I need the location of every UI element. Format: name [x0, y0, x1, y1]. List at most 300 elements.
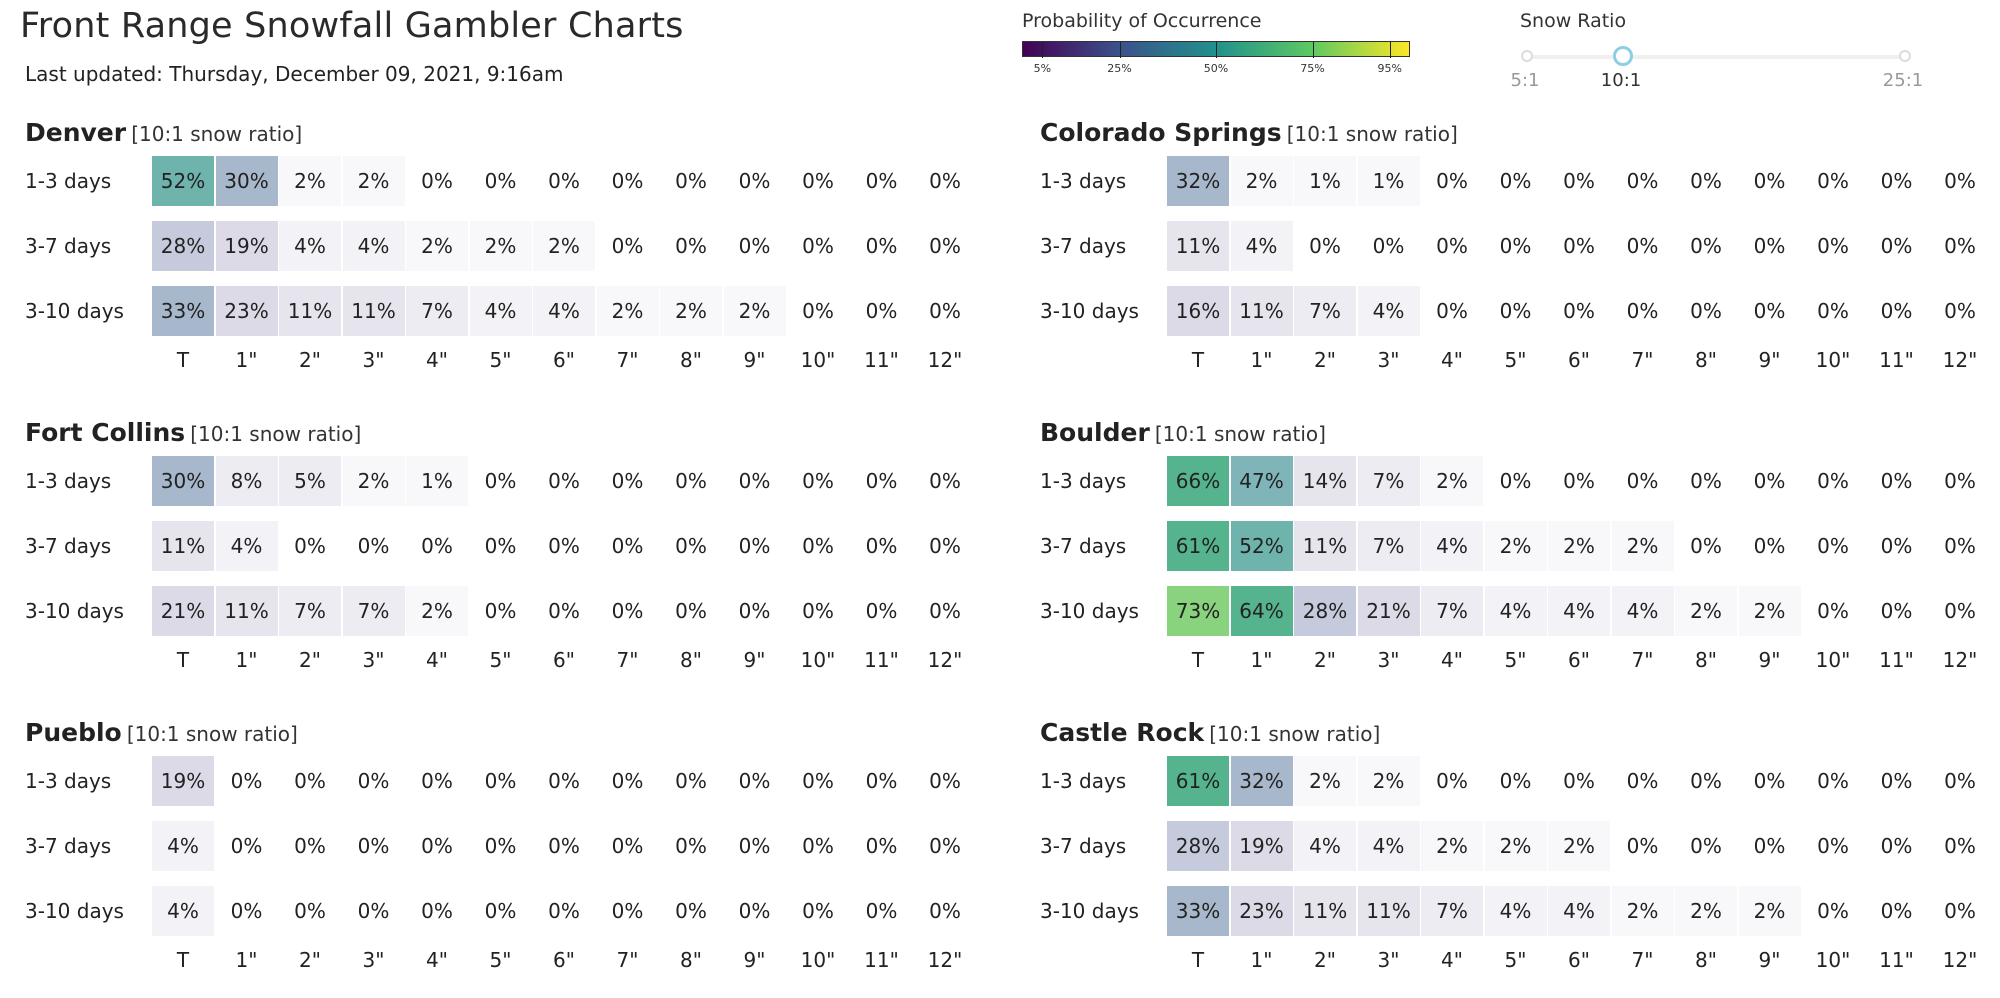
- heatmap-cell: 0%: [597, 756, 659, 806]
- column-label: 11": [864, 348, 899, 372]
- heatmap-cell: 4%: [1485, 886, 1547, 936]
- column-label: 5": [1504, 948, 1527, 972]
- column-label: T: [176, 648, 190, 672]
- heatmap-cell: 0%: [660, 221, 722, 271]
- heatmap-cell: 0%: [914, 821, 976, 871]
- heatmap-cell: 32%: [1167, 156, 1229, 206]
- column-label: 7": [616, 648, 639, 672]
- heatmap-cell: 4%: [533, 286, 595, 336]
- heatmap-cell: 2%: [343, 456, 405, 506]
- heatmap-cell: 2%: [1675, 886, 1737, 936]
- column-label: 4": [1441, 648, 1463, 672]
- city-name: Castle Rock: [1040, 718, 1205, 747]
- row-label: 3-7 days: [25, 834, 112, 858]
- heatmap-cell: 7%: [1358, 521, 1420, 571]
- column-label: 12": [1942, 648, 1978, 672]
- legend-tick: [1216, 42, 1217, 58]
- heatmap-cell: 0%: [1675, 756, 1737, 806]
- heatmap-cell: 7%: [406, 286, 468, 336]
- heatmap-cell: 0%: [343, 886, 405, 936]
- heatmap-cell: 11%: [1358, 886, 1420, 936]
- heatmap-cell: 0%: [216, 756, 278, 806]
- heatmap-cell: 11%: [279, 286, 341, 336]
- heatmap-cell: 0%: [914, 456, 976, 506]
- column-label: 8": [1695, 948, 1717, 972]
- heatmap-cell: 0%: [660, 886, 722, 936]
- heatmap-cell: 2%: [279, 156, 341, 206]
- heatmap-cell: 0%: [914, 286, 976, 336]
- page-title: Front Range Snowfall Gambler Charts: [20, 6, 684, 46]
- heatmap-cell: 0%: [914, 521, 976, 571]
- heatmap-cell: 28%: [1294, 586, 1356, 636]
- heatmap-cell: 61%: [1167, 521, 1229, 571]
- heatmap-cell: 0%: [1358, 221, 1420, 271]
- snow-ratio-track[interactable]: [1525, 55, 1905, 59]
- heatmap-cell: 11%: [1231, 286, 1293, 336]
- heatmap-cell: 0%: [851, 821, 913, 871]
- heatmap-cell: 0%: [1548, 221, 1610, 271]
- heatmap-cell: 0%: [1294, 221, 1356, 271]
- column-label: 1": [1250, 348, 1273, 372]
- chart-title: [25, 418, 361, 447]
- heatmap-cell: 0%: [1866, 221, 1928, 271]
- heatmap-cell: 0%: [1866, 821, 1928, 871]
- heatmap-cell: 0%: [724, 586, 786, 636]
- heatmap-cell: 0%: [914, 156, 976, 206]
- heatmap-cell: 0%: [914, 221, 976, 271]
- heatmap-cell: 5%: [279, 456, 341, 506]
- heatmap-cell: 0%: [406, 756, 468, 806]
- column-label: 10": [800, 348, 836, 372]
- row-label: 1-3 days: [1040, 469, 1127, 493]
- heatmap-cell: 2%: [1548, 821, 1610, 871]
- snow-ratio-control[interactable]: [1510, 10, 1940, 91]
- last-updated: Last updated: Thursday, December 09, 2021, 9:16am: [25, 62, 564, 86]
- heatmap-cell: 0%: [597, 521, 659, 571]
- ratio-stop-25-1[interactable]: [1899, 50, 1911, 62]
- heatmap-cell: 64%: [1231, 586, 1293, 636]
- column-label: 8": [1695, 348, 1717, 372]
- row-label: 3-7 days: [1040, 834, 1127, 858]
- heatmap-cell: 0%: [470, 886, 532, 936]
- heatmap-cell: 0%: [1421, 756, 1483, 806]
- heatmap-cell: 2%: [597, 286, 659, 336]
- heatmap-cell: 0%: [787, 586, 849, 636]
- heatmap-cell: 0%: [660, 521, 722, 571]
- heatmap-cell: 23%: [216, 286, 278, 336]
- row-label: 3-7 days: [1040, 534, 1127, 558]
- heatmap-cell: 0%: [533, 756, 595, 806]
- heatmap-cell: 73%: [1167, 586, 1229, 636]
- heatmap-cell: 30%: [152, 456, 214, 506]
- heatmap-cell: 0%: [787, 286, 849, 336]
- column-label: 8": [680, 948, 702, 972]
- heatmap-cell: 0%: [1485, 456, 1547, 506]
- heatmap-cell: 0%: [1612, 756, 1674, 806]
- heatmap-cell: 11%: [152, 521, 214, 571]
- heatmap-cell: 0%: [660, 456, 722, 506]
- heatmap-cell: 7%: [1421, 586, 1483, 636]
- heatmap-cell: 0%: [597, 821, 659, 871]
- heatmap-cell: 0%: [533, 886, 595, 936]
- heatmap-cell: 4%: [152, 821, 214, 871]
- heatmap-cell: 0%: [597, 156, 659, 206]
- column-label: 12": [1942, 348, 1978, 372]
- heatmap-cell: 0%: [343, 756, 405, 806]
- heatmap-cell: 0%: [724, 886, 786, 936]
- column-label: T: [1191, 348, 1205, 372]
- heatmap-cell: 8%: [216, 456, 278, 506]
- legend-tick: [1313, 42, 1314, 58]
- heatmap-cell: 0%: [787, 521, 849, 571]
- snow-ratio-handle[interactable]: [1613, 46, 1633, 66]
- column-label: 7": [1631, 348, 1654, 372]
- column-label: 5": [489, 648, 512, 672]
- snow-ratio-title: Snow Ratio: [1520, 10, 1627, 32]
- heatmap-cell: 0%: [1802, 756, 1864, 806]
- heatmap-cell: 2%: [1612, 521, 1674, 571]
- heatmap-cell: 2%: [1421, 821, 1483, 871]
- column-label: 6": [1568, 648, 1590, 672]
- column-label: 6": [1568, 948, 1590, 972]
- heatmap-cell: 0%: [1421, 221, 1483, 271]
- probability-legend: [1022, 10, 1412, 75]
- heatmap-cell: 0%: [1612, 821, 1674, 871]
- heatmap-cell: 2%: [1485, 821, 1547, 871]
- heatmap-cell: 0%: [1548, 756, 1610, 806]
- column-label: 3": [1377, 948, 1400, 972]
- ratio-label-5-1[interactable]: 5:1: [1510, 70, 1540, 91]
- column-label: 2": [1314, 348, 1336, 372]
- heatmap-cell: 0%: [787, 221, 849, 271]
- column-label: 9": [1758, 348, 1781, 372]
- heatmap-cell: 19%: [1231, 821, 1293, 871]
- row-label: 3-10 days: [1040, 299, 1139, 323]
- heatmap-cell: 33%: [1167, 886, 1229, 936]
- row-label: 3-10 days: [25, 899, 124, 923]
- column-label: 4": [1441, 348, 1463, 372]
- heatmap-cell: 19%: [216, 221, 278, 271]
- column-label: 4": [426, 348, 448, 372]
- legend-tick: [1120, 42, 1121, 58]
- heatmap-cell: 0%: [1929, 586, 1991, 636]
- heatmap-cell: 0%: [787, 456, 849, 506]
- column-label: 5": [1504, 348, 1527, 372]
- heatmap-cell: 4%: [1612, 586, 1674, 636]
- heatmap-cell: 0%: [279, 886, 341, 936]
- heatmap-cell: 0%: [1612, 456, 1674, 506]
- heatmap-cell: 2%: [406, 586, 468, 636]
- heatmap-cell: 0%: [279, 821, 341, 871]
- column-label: 9": [1758, 648, 1781, 672]
- heatmap-cell: 0%: [470, 521, 532, 571]
- heatmap-cell: 2%: [1612, 886, 1674, 936]
- column-label: 4": [426, 948, 448, 972]
- column-label: T: [176, 348, 190, 372]
- city-name: Pueblo: [25, 718, 122, 747]
- heatmap-cell: 4%: [1294, 821, 1356, 871]
- column-label: 2": [299, 648, 321, 672]
- heatmap-cell: 0%: [914, 886, 976, 936]
- heatmap-cell: 0%: [470, 586, 532, 636]
- heatmap-cell: 0%: [597, 586, 659, 636]
- heatmap-cell: 0%: [1739, 456, 1801, 506]
- heatmap-cell: 0%: [1675, 521, 1737, 571]
- snow-ratio-note: [10:1 snow ratio]: [126, 722, 298, 746]
- heatmap-cell: 0%: [1739, 156, 1801, 206]
- heatmap-cell: 0%: [1866, 456, 1928, 506]
- heatmap-cell: 4%: [1358, 286, 1420, 336]
- heatmap-cell: 7%: [343, 586, 405, 636]
- legend-tick: [1042, 42, 1043, 58]
- heatmap-cell: 0%: [660, 756, 722, 806]
- column-label: 9": [743, 348, 766, 372]
- heatmap-cell: 0%: [406, 886, 468, 936]
- column-label: 11": [1879, 948, 1914, 972]
- heatmap-cell: 0%: [279, 756, 341, 806]
- heatmap-cell: 0%: [1866, 286, 1928, 336]
- row-label: 3-10 days: [25, 299, 124, 323]
- heatmap-cell: 0%: [1612, 221, 1674, 271]
- heatmap-cell: 0%: [597, 886, 659, 936]
- column-label: 5": [489, 948, 512, 972]
- heatmap-cell: 30%: [216, 156, 278, 206]
- heatmap-cell: 0%: [660, 586, 722, 636]
- heatmap-cell: 0%: [851, 756, 913, 806]
- heatmap-cell: 0%: [406, 156, 468, 206]
- heatmap-cell: 2%: [1485, 521, 1547, 571]
- heatmap-cell: 21%: [1358, 586, 1420, 636]
- heatmap-cell: 0%: [914, 586, 976, 636]
- heatmap-cell: 32%: [1231, 756, 1293, 806]
- heatmap-cell: 2%: [1548, 521, 1610, 571]
- heatmap-cell: 11%: [1167, 221, 1229, 271]
- column-label: 12": [927, 348, 963, 372]
- column-label: 10": [1815, 948, 1851, 972]
- legend-tick-label: 5%: [1033, 62, 1052, 75]
- heatmap-cell: 0%: [1866, 521, 1928, 571]
- column-label: 3": [1377, 648, 1400, 672]
- heatmap-cell: 0%: [1421, 156, 1483, 206]
- heatmap-cell: 4%: [343, 221, 405, 271]
- row-label: 1-3 days: [1040, 769, 1127, 793]
- heatmap-cell: 1%: [406, 456, 468, 506]
- heatmap-cell: 0%: [851, 586, 913, 636]
- snow-ratio-note: [10:1 snow ratio]: [131, 122, 303, 146]
- heatmap-cell: 0%: [1739, 521, 1801, 571]
- heatmap-cell: 0%: [851, 886, 913, 936]
- heatmap-cell: 0%: [1739, 821, 1801, 871]
- heatmap-cell: 2%: [533, 221, 595, 271]
- heatmap-cell: 2%: [343, 156, 405, 206]
- heatmap-cell: 0%: [1675, 821, 1737, 871]
- heatmap-cell: 0%: [597, 221, 659, 271]
- snow-ratio-note: [10:1 snow ratio]: [1209, 722, 1381, 746]
- heatmap-cell: 0%: [1485, 156, 1547, 206]
- heatmap-cell: 0%: [1739, 286, 1801, 336]
- heatmap-cell: 2%: [1231, 156, 1293, 206]
- heatmap-cell: 0%: [597, 456, 659, 506]
- row-label: 3-10 days: [25, 599, 124, 623]
- heatmap-cell: 0%: [279, 521, 341, 571]
- column-label: 11": [864, 648, 899, 672]
- ratio-label-10-1[interactable]: 10:1: [1600, 70, 1642, 91]
- heatmap-cell: 11%: [343, 286, 405, 336]
- heatmap-cell: 0%: [1866, 586, 1928, 636]
- heatmap-cell: 0%: [724, 156, 786, 206]
- row-label: 3-7 days: [25, 234, 112, 258]
- heatmap-cell: 4%: [470, 286, 532, 336]
- heatmap-cell: 0%: [724, 221, 786, 271]
- heatmap-cell: 0%: [1802, 886, 1864, 936]
- legend-color-bar: [1022, 41, 1410, 75]
- heatmap-cell: 0%: [851, 286, 913, 336]
- column-label: 12": [927, 948, 963, 972]
- heatmap-cell: 0%: [787, 156, 849, 206]
- column-label: T: [1191, 948, 1205, 972]
- column-label: 10": [800, 948, 836, 972]
- heatmap-cell: 0%: [406, 821, 468, 871]
- heatmap-cell: 1%: [1358, 156, 1420, 206]
- heatmap-cell: 47%: [1231, 456, 1293, 506]
- heatmap-cell: 0%: [724, 821, 786, 871]
- heatmap-cell: 2%: [1358, 756, 1420, 806]
- heatmap-cell: 0%: [724, 756, 786, 806]
- heatmap-cell: 0%: [787, 886, 849, 936]
- column-label: 8": [680, 348, 702, 372]
- ratio-stop-5-1[interactable]: [1521, 50, 1533, 62]
- heatmap-cell: 0%: [851, 156, 913, 206]
- heatmap-cell: 0%: [533, 156, 595, 206]
- heatmap-cell: 0%: [787, 821, 849, 871]
- heatmap-cell: 0%: [1802, 456, 1864, 506]
- heatmap-cell: 0%: [533, 456, 595, 506]
- heatmap-cell: 1%: [1294, 156, 1356, 206]
- column-label: T: [176, 948, 190, 972]
- heatmap-cell: 0%: [1675, 156, 1737, 206]
- column-label: 8": [680, 648, 702, 672]
- city-name: Fort Collins: [25, 418, 186, 447]
- column-label: 9": [743, 648, 766, 672]
- legend-title: Probability of Occurrence: [1022, 10, 1262, 32]
- heatmap-cell: 0%: [1802, 221, 1864, 271]
- heatmap-cell: 7%: [1421, 886, 1483, 936]
- heatmap-cell: 4%: [1548, 586, 1610, 636]
- heatmap-cell: 0%: [660, 821, 722, 871]
- heatmap-cell: 0%: [1802, 521, 1864, 571]
- column-label: 10": [1815, 348, 1851, 372]
- heatmap-cell: 19%: [152, 756, 214, 806]
- ratio-label-25-1[interactable]: 25:1: [1882, 70, 1924, 91]
- heatmap-cell: 0%: [216, 886, 278, 936]
- heatmap-cell: 0%: [1421, 286, 1483, 336]
- heatmap-cell: 23%: [1231, 886, 1293, 936]
- column-label: 5": [1504, 648, 1527, 672]
- column-label: 10": [1815, 648, 1851, 672]
- heatmap-cell: 2%: [470, 221, 532, 271]
- heatmap-cell: 2%: [1675, 586, 1737, 636]
- column-label: 6": [553, 948, 575, 972]
- legend-tick-label: 25%: [1107, 62, 1132, 75]
- heatmap-cell: 21%: [152, 586, 214, 636]
- column-label: 2": [299, 948, 321, 972]
- column-label: 2": [1314, 648, 1336, 672]
- chart-title: [25, 118, 302, 147]
- heatmap-cell: 0%: [1675, 221, 1737, 271]
- heatmap-cell: 7%: [1294, 286, 1356, 336]
- legend-tick-label: 75%: [1300, 62, 1325, 75]
- column-label: 12": [927, 648, 963, 672]
- heatmap-cell: 11%: [1294, 521, 1356, 571]
- row-label: 3-7 days: [1040, 234, 1127, 258]
- heatmap-cell: 0%: [1802, 586, 1864, 636]
- heatmap-cell: 0%: [1802, 156, 1864, 206]
- heatmap-cell: 0%: [1929, 756, 1991, 806]
- column-label: 10": [800, 648, 836, 672]
- heatmap-cell: 2%: [1739, 586, 1801, 636]
- heatmap-cell: 33%: [152, 286, 214, 336]
- heatmap-cell: 0%: [1485, 286, 1547, 336]
- column-label: 1": [1250, 648, 1273, 672]
- heatmap-cell: 28%: [1167, 821, 1229, 871]
- heatmap-cell: 28%: [152, 221, 214, 271]
- column-label: 8": [1695, 648, 1717, 672]
- column-label: 4": [1441, 948, 1463, 972]
- heatmap-cell: 0%: [1548, 156, 1610, 206]
- heatmap-cell: 0%: [1929, 286, 1991, 336]
- snow-ratio-note: [10:1 snow ratio]: [1154, 422, 1326, 446]
- heatmap-cell: 0%: [1675, 286, 1737, 336]
- heatmap-cell: 0%: [1548, 286, 1610, 336]
- heatmap-cell: 61%: [1167, 756, 1229, 806]
- heatmap-cell: 0%: [1866, 156, 1928, 206]
- heatmap-cell: 0%: [1929, 821, 1991, 871]
- heatmap-cell: 0%: [1802, 821, 1864, 871]
- column-label: 7": [616, 948, 639, 972]
- heatmap-cell: 0%: [1612, 286, 1674, 336]
- column-label: 7": [1631, 648, 1654, 672]
- column-label: 1": [235, 948, 258, 972]
- heatmap-cell: 2%: [406, 221, 468, 271]
- heatmap-cell: 0%: [470, 156, 532, 206]
- heatmap-cell: 52%: [1231, 521, 1293, 571]
- heatmap-cell: 4%: [1548, 886, 1610, 936]
- snow-ratio-note: [10:1 snow ratio]: [190, 422, 362, 446]
- chart-title: [1040, 418, 1326, 447]
- heatmap-cell: 4%: [1485, 586, 1547, 636]
- column-label: 1": [235, 348, 258, 372]
- heatmap-cell: 0%: [1739, 756, 1801, 806]
- city-name: Denver: [25, 118, 127, 147]
- heatmap-cell: 0%: [533, 521, 595, 571]
- heatmap-cell: 0%: [216, 821, 278, 871]
- column-label: 4": [426, 648, 448, 672]
- heatmap-cell: 0%: [914, 756, 976, 806]
- column-label: 9": [1758, 948, 1781, 972]
- heatmap-cell: 2%: [1421, 456, 1483, 506]
- row-label: 1-3 days: [1040, 169, 1127, 193]
- heatmap-cell: 0%: [1802, 286, 1864, 336]
- heatmap-cell: 14%: [1294, 456, 1356, 506]
- heatmap-cell: 0%: [787, 756, 849, 806]
- heatmap-cell: 11%: [216, 586, 278, 636]
- column-label: 7": [616, 348, 639, 372]
- column-label: 12": [1942, 948, 1978, 972]
- heatmap-cell: 7%: [279, 586, 341, 636]
- column-label: 3": [1377, 348, 1400, 372]
- heatmap-cell: 4%: [1358, 821, 1420, 871]
- heatmap-cell: 16%: [1167, 286, 1229, 336]
